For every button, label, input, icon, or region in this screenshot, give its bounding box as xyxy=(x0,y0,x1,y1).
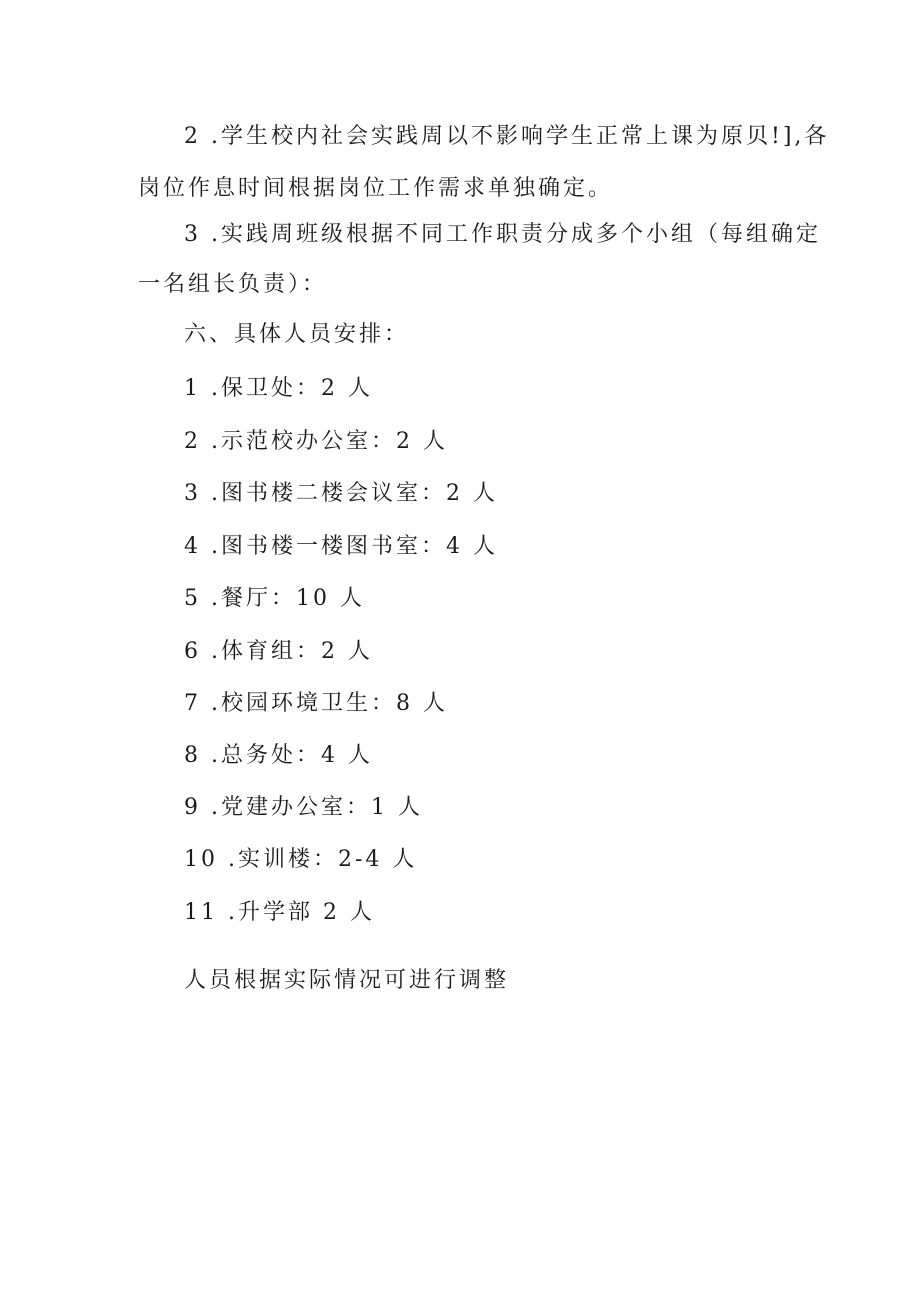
list-item: 7 .校园环境卫生：8 人 xyxy=(184,691,448,716)
paragraph-2-line-2: 岗位作息时间根据岗位工作需求单独确定。 xyxy=(138,176,614,201)
list-item: 5 .餐厅：10 人 xyxy=(184,586,365,611)
paragraph-3-line-2: 一名组长负责）： xyxy=(138,272,328,297)
list-item: 6 .体育组：2 人 xyxy=(184,639,373,664)
list-item: 8 .总务处：4 人 xyxy=(184,743,373,768)
list-item: 1 .保卫处：2 人 xyxy=(184,376,373,401)
section-heading: 六、具体人员安排： xyxy=(184,322,410,347)
list-item: 3 .图书楼二楼会议室：2 人 xyxy=(184,481,498,506)
list-item: 11 .升学部 2 人 xyxy=(184,900,375,925)
paragraph-2-line-1: 2 .学生校内社会实践周以不影响学生正常上课为原贝!],各 xyxy=(184,124,830,149)
list-item: 2 .示范校办公室：2 人 xyxy=(184,429,448,454)
list-item: 9 .党建办公室：1 人 xyxy=(184,795,423,820)
list-item: 4 .图书楼一楼图书室：4 人 xyxy=(184,534,498,559)
list-item: 10 .实训楼：2-4 人 xyxy=(184,847,418,872)
paragraph-3-line-1: 3 .实践周班级根据不同工作职责分成多个小组（每组确定 xyxy=(184,222,821,247)
closing-note: 人员根据实际情况可进行调整 xyxy=(184,968,510,993)
